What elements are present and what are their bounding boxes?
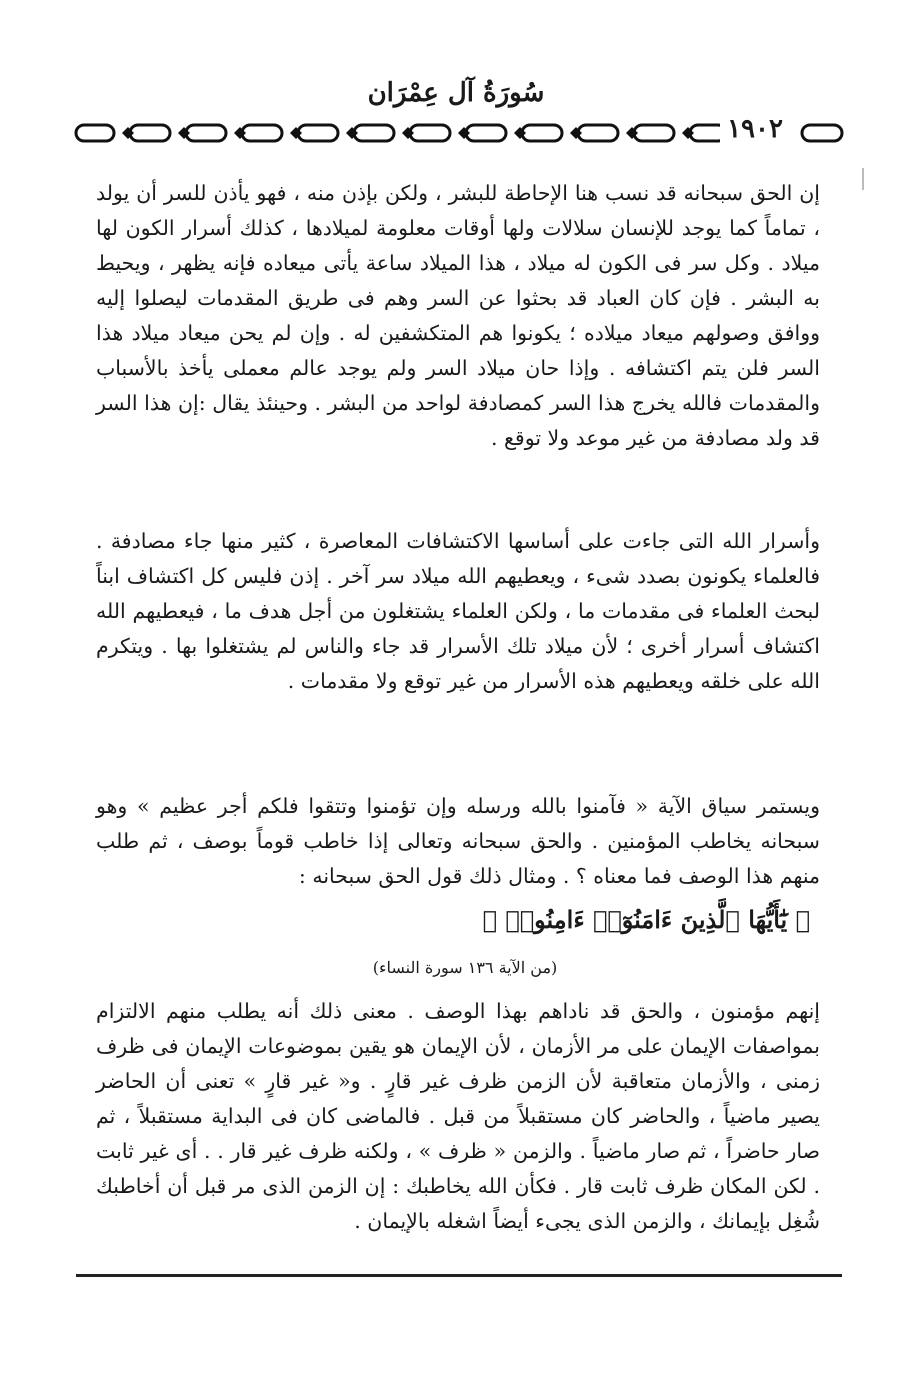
paragraph-3 bbox=[96, 789, 820, 894]
paragraph-2-text: وأسرار الله التى جاءت على أساسها الاكتشافات المعاصرة ، كثير منها جاء مصادفة . فالعلماء يكونون بصدد شىء ، ويعطيهم الله ميلاد سر آخر . إذن فليس كل اكتشاف ابناً لبحث العلماء فى مقدمات ما ، ولكن العلماء يشتغلون من أجل هدف ما ، فيعطيهم الله اكتشاف أسرار أخرى ؛ لأن ميلاد تلك الأسرار قد جاء والناس لم يشتغلوا بها . ويتكرم الله على خلقه ويعطيهم هذه الأسرار من غير توقع ولا مقدمات . bbox=[96, 529, 820, 693]
surah-title: سُورَةُ آل عِمْرَان bbox=[367, 78, 545, 108]
bottom-rule bbox=[76, 1274, 842, 1277]
paragraph-3-text: ويستمر سياق الآية « فآمنوا بالله ورسله وإن تؤمنوا وتتقوا فلكم أجر عظيم » وهو سبحانه يخاطب المؤمنين . والحق سبحانه وتعالى إذا خاطب قوماً بوصف ، ثم طلب منهم هذا الوصف فما معناه ؟ . ومثال ذلك قول الحق سبحانه : bbox=[96, 794, 820, 888]
paragraph-2 bbox=[96, 524, 820, 699]
paragraph-4 bbox=[96, 994, 820, 1239]
paragraph-4-text: إنهم مؤمنون ، والحق قد ناداهم بهذا الوصف . معنى ذلك أنه يطلب منهم الالتزام بمواصفات الإيمان على مر الأزمان ، لأن الإيمان هو يقين بموضوعات الإيمان فى ظرف زمنى ، والأزمان متعاقبة لأن الزمن ظرف غير قارٍ . و« غير قارٍ » تعنى أن الحاضر يصير ماضياً ، والحاضر كان مستقبلاً من قبل . فالماضى كان فى البداية مستقبلاً ، ثم صار حاضراً ، ثم صار ماضياً . والزمن « ظرف » ، ولكنه ظرف غير قار . . أى غير ثابت . لكن المكان ظرف ثابت قار . فكأن الله يخاطبك : إن الزمن الذى مر قبل أن أخاطبك شُغِل بإيمانك ، والزمن الذى يجىء أيضاً اشغله بالإيمان . bbox=[96, 999, 820, 1233]
margin-mark bbox=[862, 168, 864, 190]
verse-reference: (من الآية ١٣٦ سورة النساء) bbox=[372, 958, 558, 977]
paragraph-1 bbox=[96, 176, 820, 456]
page-number: ١٩٠٢ bbox=[720, 114, 790, 144]
paragraph-1-text: إن الحق سبحانه قد نسب هنا الإحاطة للبشر ، ولكن بإذن منه ، فهو يأذن للسر أن يولد ، تماماً كما يوجد للإنسان سلالات ولها أوقات معلومة لميلادها ، كذلك أسرار الكون لها ميلاد . وكل سر فى الكون له ميلاد ، هذا الميلاد ساعة يأتى ميعاده فإنه يظهر ، ويحيط به البشر . فإن كان العباد قد بحثوا عن السر وهم فى طريق المقدمات ليصلوا إليه ووافق وصولهم ميعاد ميلاده ؛ يكونوا هم المتكشفين له . وإن لم يحن ميعاد ميلاد هذا السر فلن يتم اكتشافه . وإذا حان ميلاد السر ولم يوجد عالم معملى يأخذ بالأسباب والمقدمات فالله يخرج هذا السر كمصادفة لواحد من البشر . وحينئذ يقال :إن هذا السر قد ولد مصادفة من غير موعد ولا توقع . bbox=[96, 181, 820, 450]
quran-verse: ﴿ يَٰٓأَيُّهَا ٱلَّذِينَ ءَامَنُوٓا۟ ءَامِنُوا۟ ﴾ bbox=[482, 905, 810, 934]
